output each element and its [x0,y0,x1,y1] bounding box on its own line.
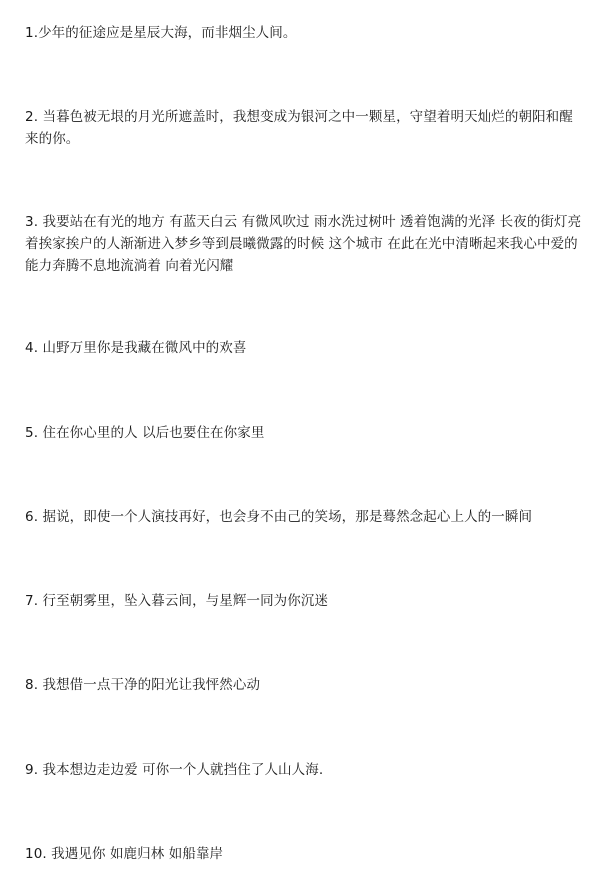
quote-item-4: 4. 山野万里你是我藏在微风中的欢喜 [25,340,247,356]
quote-item-2: 2. 当暮色被无垠的月光所遮盖时，我想变成为银河之中一颗星，守望着明天灿烂的朝阳和醒来的你。 [25,109,573,147]
quote-item-1: 1.少年的征途应是星辰大海，而非烟尘人间。 [25,25,297,41]
quote-item-6: 6. 据说，即使一个人演技再好，也会身不由己的笑场，那是蓦然念起心上人的一瞬间 [25,509,533,525]
quote-item-5: 5. 住在你心里的人 以后也要住在你家里 [25,425,265,441]
quote-item-3: 3. 我要站在有光的地方 有蓝天白云 有微风吹过 雨水洗过树叶 透着饱满的光泽 长夜的街灯亮着挨家挨户的人渐渐进入梦乡等到晨曦微露的时候 这个城市 在此在光中清晰起来我心中爱的能力奔腾不息地流淌着 向着光闪耀 [25,214,582,274]
quote-item-7: 7. 行至朝雾里，坠入暮云间，与星辉一同为你沉迷 [25,593,329,609]
quote-item-10: 10. 我遇见你 如鹿归林 如船靠岸 [25,846,224,862]
quote-item-8: 8. 我想借一点干净的阳光让我怦然心动 [25,677,261,693]
quote-item-9: 9. 我本想边走边爱 可你一个人就挡住了人山人海. [25,762,324,778]
